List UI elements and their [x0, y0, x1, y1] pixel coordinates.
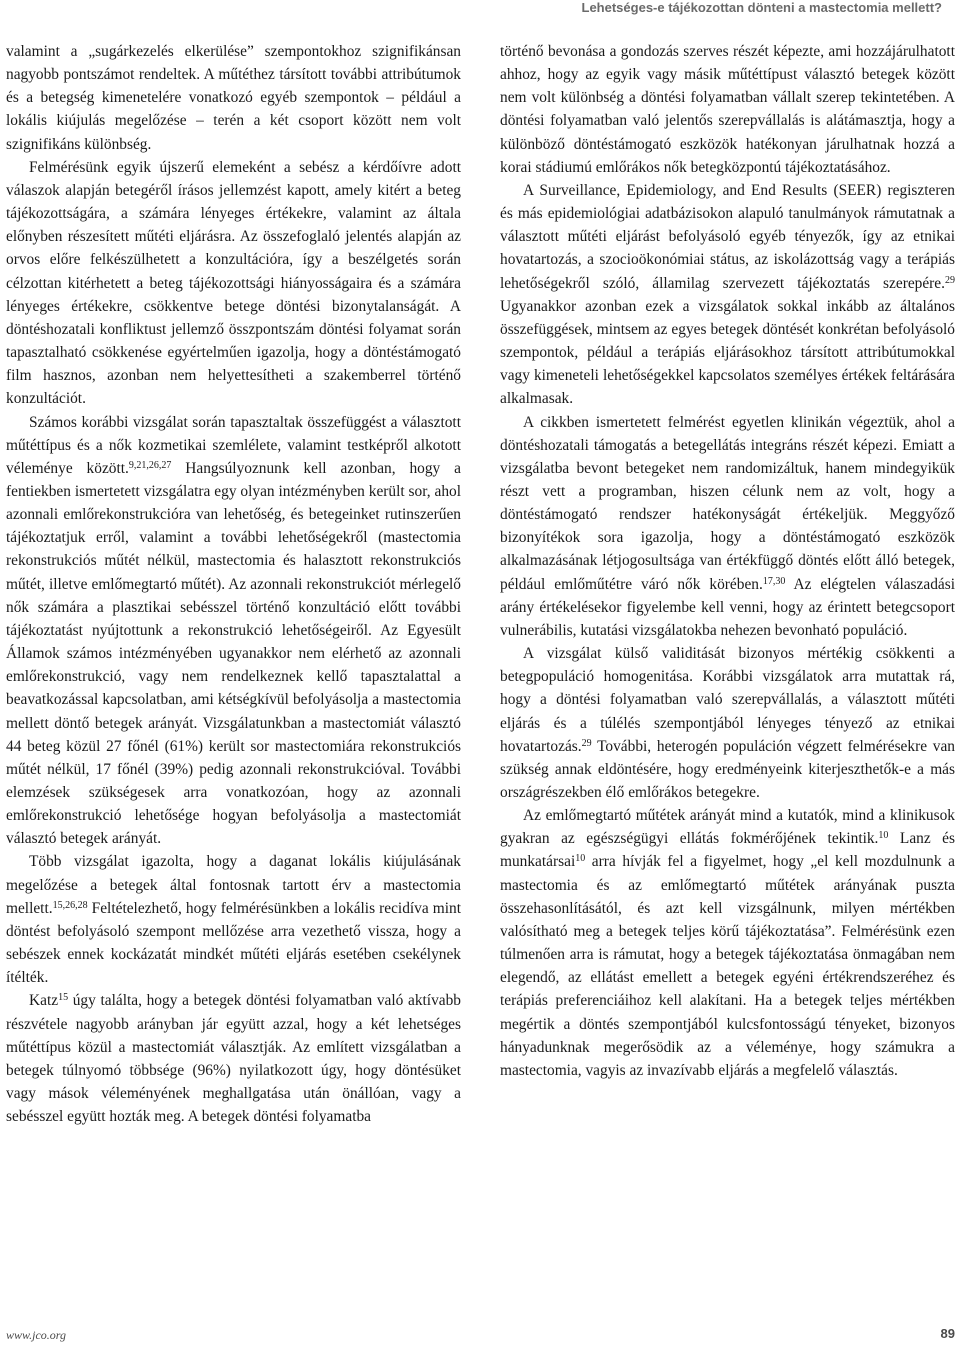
- paragraph-text: Lanz és munkatársai: [500, 830, 955, 871]
- paragraph: [500, 40, 955, 179]
- paragraph-text: Katz: [29, 992, 59, 1010]
- paragraph: [500, 804, 955, 1082]
- right-column: [500, 40, 955, 1082]
- paragraph-text: A Surveillance, Epidemiology, and End Results (SEER) regiszteren és más epidemiológiai adatbázisokon alapuló tanulmányok rámutatnak a választott műtéti eljárást befolyásoló egyéb tényezők, így az etnikai hovatartozás, a szocioökonómiai státus, az iskolázottság vagy a terápiás lehetőségekről szóló, államilag szervezett tájékoztatás szerepére.: [500, 181, 955, 292]
- paragraph-text: Ugyanakkor azonban ezek a vizsgálatok sokkal inkább az általános összefüggések, mintsem az egyes betegek döntését konkrétan befolyásoló szempontok, például a terápiás eljárásokhoz társított attribútumokkal vagy kimeneteli lehetőségekkel kapcsolatos személyes értékek feltárására alkalmasak.: [500, 297, 955, 408]
- running-title: Lehetséges-e tájékozottan dönteni a mastectomia mellett?: [581, 0, 942, 15]
- paragraph-text: Hangsúlyoznunk kell azonban, hogy a fentiekben ismertetett vizsgálatra egy olyan intézményben került sor, ahol azonnali emlőrekonstrukcióra van lehetőség, és betegeinket rutinszerűen tájékoztatjuk erről, valamint a további lehetőségekről (mastectomia rekonstrukciós műtét nélkül, mastectomia és halasztott rekonstrukciós műtét, illetve emlőmegtartó műtét). Az azonnali rekonstrukciót mérlegelő nők számára a plasztikai sebésszel történő konzultáció előtt további tájékoztatást nyújtottunk a rekonstrukció lehetőségeiről. Az Egyesült Államok számos intézményében ugyanakkor nem elérhető az azonnali emlőrekonstrukció, vagy nem rendelkeznek kellő tapasztalattal a beavatkozással kapcsolatban, ami kétségkívül befolyásolja a mastectomia mellett döntő betegek arányát. Vizsgálatunkban a mastectomiát választó 44 beteg közül 27 főnél (61%) került sor mastectomiára rekonstrukciós műtét nélkül, 17 főnél (39%) pedig azonnali rekonstrukcióval. További elemzések szükségesek arra vonatkozóan, hogy az azonnali emlőrekonstrukció lehetősége hogyan befolyásolja a mastectomiát választó betegek arányát.: [6, 459, 461, 848]
- paragraph-text: valamint a „sugárkezelés elkerülése” szempontokhoz szignifikánsan nagyobb pontszámot rendeltek. A műtéthez társított további attribútumok és a betegség kimenetelére vonatkozó egyéb szempontok – például a lokális kiújulás megelőzése – terén a két csoport között nem volt szignifikáns különbség.: [6, 43, 461, 153]
- paragraph: [500, 179, 955, 411]
- citation-ref: 15,26,28: [52, 899, 88, 911]
- paragraph: [6, 850, 461, 989]
- citation-ref: 15: [58, 992, 69, 1004]
- citation-ref: 9,21,26,27: [128, 459, 172, 471]
- paragraph: [6, 40, 461, 156]
- paragraph-text: Több vizsgálat igazolta, hogy a daganat lokális kiújulásának megelőzése a betegek által fontosnak tartott érv a mastectomia mellett.: [6, 853, 461, 917]
- paragraph-text: Az emlőmegtartó műtétek arányát mind a kutatók, mind a klinikusok gyakran az egészségügyi ellátás fokmérőjének tekintik.: [500, 807, 955, 848]
- paragraph-text: úgy találta, hogy a betegek döntési folyamatban való aktívabb részvétele nagyobb arányban jár együtt azzal, hogy a két lehetséges műtéttípus közül a mastectomiát választják. Az említett vizsgálatban a betegek túlnyomó többsége (96%) nyilatkozott úgy, hogy döntésüket vagy mások véleményének meghallgatása után önállóan, vagy a sebésszel együtt hozták meg. A betegek döntési folyamatba: [6, 992, 461, 1126]
- citation-ref: 29: [581, 737, 592, 749]
- paragraph: [500, 642, 955, 804]
- paragraph-text: Felmérésünk egyik újszerű elemeként a sebész a kérdőívre adott válaszok alapján betegéről írásos jellemzést kapott, amely kitért a beteg tájékozottságára, a számára lényeges értékekre, valamint az általa előnyben részesített műtéti eljárásra. Az összefoglaló jelentés alapján az orvos előre felkészülhetett a konzultációra, így a beszélgetés során célzottan kitérhetett a beteg tájékozottsági hiányosságaira és a számára lényeges értékekre, csökkentve betege döntési bizonytalanságát. A döntéshozatali konfliktust jellemző összpontszám döntési folyamat során tapasztalható csökkenése egyértelműen igazolja, hogy a döntéstámogató film hasznos, azonban nem helyettesítheti a szakemberrel történő konzultációt.: [6, 158, 461, 408]
- paragraph-text: történő bevonása a gondozás szerves részét képezte, ami hozzájárulhatott ahhoz, hogy az egyik vagy másik műtéttípust választó betegek között nem volt különbség a döntési folyamatban vállalt szerep tekintetében. A döntési folyamatban való jelentős szerepvállalás is alátámasztja, hogy a különböző döntéstámogató eszközök hatékonyan járulhatnak hozzá a korai stádiumú emlőrákos nők betegközpontú tájékoztatásához.: [500, 43, 955, 176]
- left-column: [6, 40, 461, 1128]
- paragraph: [500, 411, 955, 643]
- paragraph-text: Az elégtelen válaszadási arány értékelésekor figyelembe kell venni, hogy az érintett betegcsoport vulnerábilis, kutatási vizsgálatokba nehezen bevonható populáció.: [500, 575, 955, 639]
- citation-ref: 17,30: [762, 575, 786, 587]
- paragraph-text: Feltételezhető, hogy felmérésünkben a lokális recidíva mint döntést befolyásoló szempont mellőzése arra vezethető vissza, hogy a sebészek ennek kockázatát mindkét műtéti eljárás esetében csekélynek ítélték.: [6, 899, 461, 987]
- citation-ref: 10: [575, 853, 586, 865]
- paragraph: [6, 156, 461, 411]
- paragraph-text: A cikkben ismertetett felmérést egyetlen klinikán végeztük, ahol a döntéshozatali támogatás a betegellátás integráns részét képezi. Emiatt a vizsgálatba bevont betegeket nem randomizáltuk, hanem mindegyikük részt vett a programban, hiszen célunk nem az volt, hogy a döntéstámogató rendszer hatékonyságát értékeljük. Meggyőző bizonyítékok sora igazolja, hogy a döntéstámogató eszközök alkalmazásának létjogosultsága van értékfüggő döntés előtt álló betegek, például emlőműtétre váró nők körében.: [500, 413, 955, 593]
- paragraph-text: További, heterogén populáción végzett felmérésekre van szükség annak eldöntésére, hogy eredményeink kiterjeszthetők-e a más országrészekben élő emlőrákos betegekre.: [500, 737, 955, 801]
- paragraph: [6, 989, 461, 1128]
- paragraph-text: arra hívják fel a figyelmet, hogy „el kell mozdulnunk a mastectomia és az emlőmegtartó műtétek arányának puszta összehasonlításától, és azt kell vizsgálnunk, milyen mértékben valósítható meg a betegek teljes körű tájékoztatása”. Felmérésünk ezen túlmenően arra is rámutat, hogy a betegek tájékoztatása önmagában nem elegendő, az ellátást emellett a betegek egyéni értékrendszeréhez és terápiás preferenciáihoz kell alakítani. Ha a betegek teljes mértékben megértik a döntés szempontjából kulcsfontosságú tényeket, bizonyos hányadunknak megerősödik az a véleménye, hogy számukra a mastectomia, vagyis az invazívabb eljárás a megfelelő választás.: [500, 853, 955, 1079]
- paragraph-text: Számos korábbi vizsgálat során tapasztaltak összefüggést a választott műtéttípus és a nők kozmetikai szemlélete, valamint testképről alkotott véleménye között.: [6, 413, 461, 477]
- journal-url: www.jco.org: [6, 1328, 67, 1342]
- citation-ref: 10: [878, 830, 889, 842]
- paragraph: [6, 411, 461, 851]
- paragraph-text: A vizsgálat külső validitását bizonyos mértékig csökkenti a betegpopuláció homogenitása. Korábbi vizsgálatok arra mutattak rá, hogy a döntési folyamatban való szerepvállalás, a választott műtéti eljárás és a túlélés szempontjából lényeges tényező az etnikai hovatartozás.: [500, 645, 955, 755]
- page-number: 89: [940, 1326, 955, 1341]
- citation-ref: 29: [945, 274, 955, 286]
